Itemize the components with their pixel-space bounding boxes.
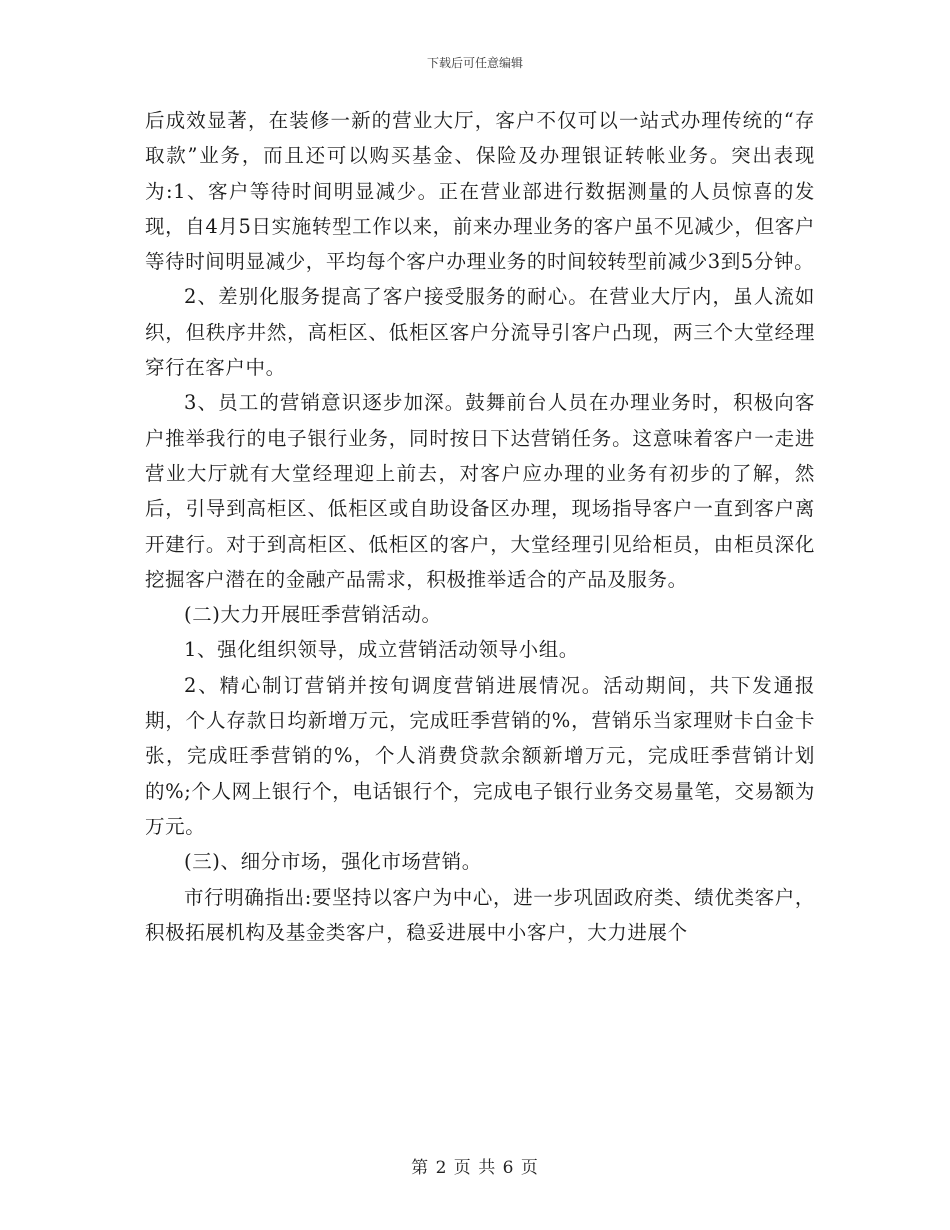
page-number: 第 2 页 共 6 页 xyxy=(411,1158,539,1178)
paragraph: 2、精心制订营销并按旬调度营销进展情况。活动期间，共下发通报期，个人存款日均新增万元，完成旺季营销的%，营销乐当家理财卡白金卡张，完成旺季营销的%，个人消费贷款余额新增万元，完成旺季营销计划的%;个人网上银行个，电话银行个，完成电子银行业务交易量笔，交易额为万元。 xyxy=(145,673,815,838)
paragraph: 后成效显著，在装修一新的营业大厅，客户不仅可以一站式办理传统的“存取款”业务，而且还可以购买基金、保险及办理银证转帐业务。突出表现为:1、客户等待时间明显减少。正在营业部进行数据测量的人员惊喜的发现，自4月5日实施转型工作以来，前来办理业务的客户虽不见减少，但客户等待时间明显减少，平均每个客户办理业务的时间较转型前减少3到5分钟。 xyxy=(145,109,815,274)
paragraph: 3、员工的营销意识逐步加深。鼓舞前台人员在办理业务时，积极向客户推举我行的电子银行业务，同时按日下达营销任务。这意味着客户一走进营业大厅就有大堂经理迎上前去，对客户应办理的业务有初步的了解，然后，引导到高柜区、低柜区或自助设备区办理，现场指导客户一直到客户离开建行。对于到高柜区、低柜区的客户，大堂经理引见给柜员，由柜员深化挖掘客户潜在的金融产品需求，积极推举适合的产品及服务。 xyxy=(145,391,815,591)
paragraph: 市行明确指出:要坚持以客户为中心，进一步巩固政府类、绩优类客户，积极拓展机构及基金类客户，稳妥进展中小客户，大力进展个 xyxy=(145,885,815,944)
document-body xyxy=(145,103,815,950)
section-heading: (三)、细分市场，强化市场营销。 xyxy=(184,850,482,874)
paragraph: 1、强化组织领导，成立营销活动领导小组。 xyxy=(184,638,579,662)
page-header: 下载后可任意编辑 xyxy=(426,56,523,70)
paragraph: 2、差别化服务提高了客户接受服务的耐心。在营业大厅内，虽人流如织，但秩序井然，高柜区、低柜区客户分流导引客户凸现，两三个大堂经理穿行在客户中。 xyxy=(145,285,815,380)
section-heading: (二)大力开展旺季营销活动。 xyxy=(184,603,442,627)
